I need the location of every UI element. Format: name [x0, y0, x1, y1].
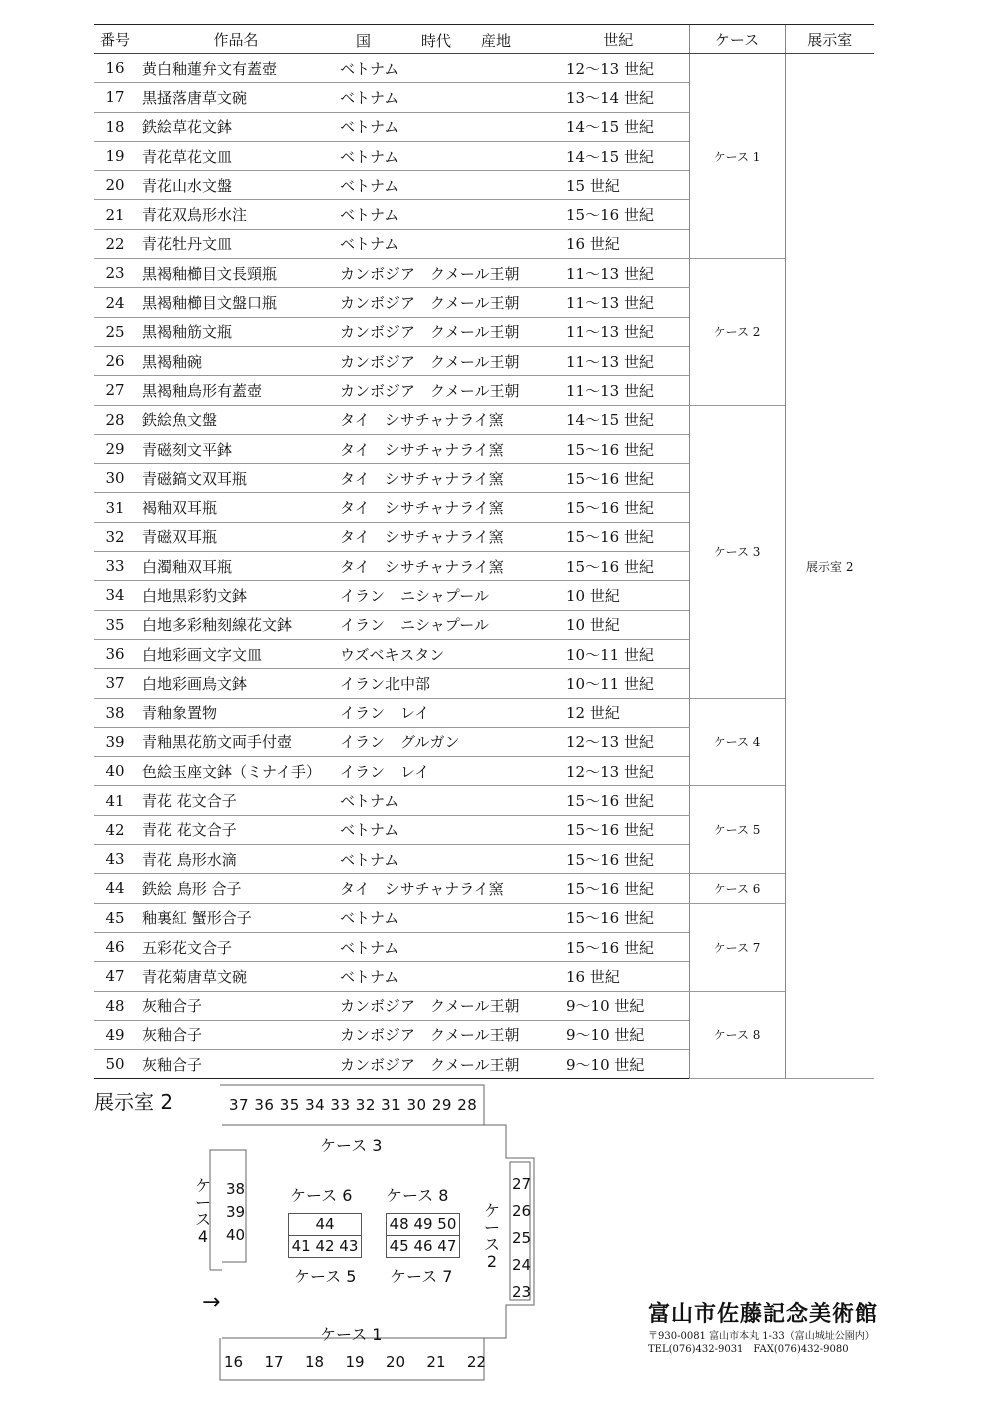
case2-label: ケース2 [483, 1201, 500, 1271]
item-origin: イラン レイ [336, 698, 548, 727]
item-number: 28 [94, 405, 136, 434]
floorplan-item-number: 20 [385, 1353, 406, 1371]
item-century: 15〜16 世紀 [548, 815, 689, 844]
item-century: 15〜16 世紀 [548, 845, 689, 874]
item-century: 9〜10 世紀 [548, 1050, 689, 1079]
item-origin: カンボジア クメール王朝 [336, 317, 548, 346]
item-number: 25 [94, 317, 136, 346]
item-title: 青釉象置物 [136, 698, 336, 727]
item-century: 15〜16 世紀 [548, 200, 689, 229]
item-number: 42 [94, 815, 136, 844]
case7-items: 45 46 47 [387, 1235, 459, 1257]
item-origin: タイ シサチャナライ窯 [336, 493, 548, 522]
item-century: 16 世紀 [548, 229, 689, 258]
item-century: 10〜11 世紀 [548, 669, 689, 698]
item-century: 11〜13 世紀 [548, 346, 689, 375]
floorplan-title: 展示室 2 [94, 1090, 174, 1114]
item-number: 48 [94, 991, 136, 1020]
item-century: 14〜15 世紀 [548, 112, 689, 141]
case3-label: ケース 3 [320, 1136, 383, 1155]
item-origin: イラン グルガン [336, 727, 548, 756]
case1-numbers [224, 1353, 486, 1371]
floorplan-item-number: 25 [512, 1229, 532, 1247]
item-title: 白地彩画鳥文鉢 [136, 669, 336, 698]
item-origin: タイ シサチャナライ窯 [336, 464, 548, 493]
item-century: 14〜15 世紀 [548, 405, 689, 434]
item-century: 12〜13 世紀 [548, 54, 689, 83]
item-number: 31 [94, 493, 136, 522]
case8-case7-display [386, 1213, 460, 1258]
item-number: 24 [94, 288, 136, 317]
museum-name: 富山市佐藤記念美術館 [648, 1301, 879, 1327]
item-title: 白地多彩釉刻線花文鉢 [136, 610, 336, 639]
case8-items: 48 49 50 [389, 1215, 457, 1233]
item-origin: ベトナム [336, 815, 548, 844]
item-number: 44 [94, 874, 136, 903]
item-origin: ベトナム [336, 200, 548, 229]
item-title: 黒褐釉筋文瓶 [136, 317, 336, 346]
item-number: 36 [94, 639, 136, 668]
item-century: 13〜14 世紀 [548, 83, 689, 112]
item-number: 50 [94, 1050, 136, 1079]
case6-label: ケース 6 [290, 1186, 353, 1205]
item-number: 38 [94, 698, 136, 727]
header-century: 世紀 [548, 25, 689, 54]
item-title: 黒褐釉櫛目文長頸瓶 [136, 259, 336, 288]
item-number: 19 [94, 141, 136, 170]
item-title: 青花菊唐草文碗 [136, 962, 336, 991]
item-origin: ベトナム [336, 932, 548, 961]
item-number: 40 [94, 757, 136, 786]
item-century: 10 世紀 [548, 610, 689, 639]
header-title: 作品名 [136, 25, 336, 54]
case-cell: ケース 2 [689, 259, 785, 405]
case-cell: ケース 4 [689, 698, 785, 786]
floorplan-item-number: 39 [226, 1203, 246, 1221]
case-cell: ケース 7 [689, 903, 785, 991]
item-origin: カンボジア クメール王朝 [336, 288, 548, 317]
room-cell: 展示室 2 [785, 54, 874, 1079]
item-origin: ベトナム [336, 229, 548, 258]
item-origin: ベトナム [336, 171, 548, 200]
header-period: 時代 [421, 32, 452, 50]
item-title: 鉄絵魚文盤 [136, 405, 336, 434]
item-title: 黄白釉蓮弁文有蓋壺 [136, 54, 336, 83]
item-century: 11〜13 世紀 [548, 317, 689, 346]
item-century: 15〜16 世紀 [548, 903, 689, 932]
item-century: 15〜16 世紀 [548, 874, 689, 903]
floorplan-item-number: 40 [226, 1226, 246, 1244]
item-number: 46 [94, 932, 136, 961]
item-number: 34 [94, 581, 136, 610]
floorplan-item-number: 24 [512, 1256, 532, 1274]
item-origin: ベトナム [336, 112, 548, 141]
item-origin: ベトナム [336, 141, 548, 170]
item-title: 青釉黒花筋文両手付壺 [136, 727, 336, 756]
item-origin: カンボジア クメール王朝 [336, 346, 548, 375]
case6-items: 44 [315, 1215, 335, 1233]
item-title: 青花双鳥形水注 [136, 200, 336, 229]
item-origin: ウズベキスタン [336, 639, 548, 668]
case-cell: ケース 1 [689, 54, 785, 259]
item-century: 12〜13 世紀 [548, 727, 689, 756]
header-number: 番号 [94, 25, 136, 54]
case7-label: ケース 7 [390, 1267, 453, 1286]
item-century: 15〜16 世紀 [548, 434, 689, 463]
item-number: 45 [94, 903, 136, 932]
item-number: 21 [94, 200, 136, 229]
item-number: 30 [94, 464, 136, 493]
item-century: 11〜13 世紀 [548, 288, 689, 317]
item-title: 青花 花文合子 [136, 786, 336, 815]
case8-label: ケース 8 [386, 1186, 449, 1205]
item-number: 33 [94, 552, 136, 581]
item-title: 黒褐釉碗 [136, 346, 336, 375]
item-origin: タイ シサチャナライ窯 [336, 434, 548, 463]
item-origin: タイ シサチャナライ窯 [336, 405, 548, 434]
item-number: 35 [94, 610, 136, 639]
item-title: 青花山水文盤 [136, 171, 336, 200]
item-century: 16 世紀 [548, 962, 689, 991]
floorplan-item-number: 17 [264, 1353, 284, 1371]
item-number: 47 [94, 962, 136, 991]
item-title: 青磁刻文平鉢 [136, 434, 336, 463]
item-title: 黒搔落唐草文碗 [136, 83, 336, 112]
item-century: 15〜16 世紀 [548, 522, 689, 551]
item-origin: ベトナム [336, 54, 548, 83]
item-number: 39 [94, 727, 136, 756]
item-number: 23 [94, 259, 136, 288]
museum-contact: TEL(076)432-9031 FAX(076)432-9080 [648, 1344, 849, 1355]
item-title: 褐釉双耳瓶 [136, 493, 336, 522]
item-number: 18 [94, 112, 136, 141]
item-century: 12 世紀 [548, 698, 689, 727]
item-century: 15 世紀 [548, 171, 689, 200]
header-country: 国 [356, 32, 372, 50]
item-title: 鉄絵草花文鉢 [136, 112, 336, 141]
item-century: 15〜16 世紀 [548, 786, 689, 815]
item-title: 黒褐釉櫛目文盤口瓶 [136, 288, 336, 317]
item-title: 白濁釉双耳瓶 [136, 552, 336, 581]
case-cell: ケース 8 [689, 991, 785, 1079]
item-origin: ベトナム [336, 962, 548, 991]
item-title: 青花 鳥形水滴 [136, 845, 336, 874]
item-title: 青花草花文皿 [136, 141, 336, 170]
item-century: 10〜11 世紀 [548, 639, 689, 668]
item-origin: タイ シサチャナライ窯 [336, 874, 548, 903]
item-title: 青磁鎬文双耳瓶 [136, 464, 336, 493]
case5-items: 41 42 43 [289, 1235, 361, 1257]
item-century: 9〜10 世紀 [548, 991, 689, 1020]
item-title: 釉裏紅 蟹形合子 [136, 903, 336, 932]
case4-label: ケース4 [194, 1176, 211, 1246]
item-origin: タイ シサチャナライ窯 [336, 522, 548, 551]
item-number: 29 [94, 434, 136, 463]
item-title: 黒褐釉鳥形有蓋壺 [136, 376, 336, 405]
item-title: 青磁双耳瓶 [136, 522, 336, 551]
item-origin: イラン ニシャプール [336, 581, 548, 610]
item-number: 27 [94, 376, 136, 405]
item-number: 16 [94, 54, 136, 83]
case6-case5-display [288, 1213, 362, 1258]
item-origin: カンボジア クメール王朝 [336, 259, 548, 288]
item-century: 11〜13 世紀 [548, 259, 689, 288]
item-century: 15〜16 世紀 [548, 493, 689, 522]
item-origin: ベトナム [336, 786, 548, 815]
item-origin: ベトナム [336, 903, 548, 932]
item-origin: カンボジア クメール王朝 [336, 1050, 548, 1079]
item-title: 白地彩画文字文皿 [136, 639, 336, 668]
item-number: 37 [94, 669, 136, 698]
item-title: 灰釉合子 [136, 1020, 336, 1049]
item-origin: イラン ニシャプール [336, 610, 548, 639]
item-century: 9〜10 世紀 [548, 1020, 689, 1049]
floorplan-item-number: 18 [304, 1353, 325, 1371]
item-number: 41 [94, 786, 136, 815]
entrance-arrow-icon: → [202, 1290, 221, 1315]
item-number: 49 [94, 1020, 136, 1049]
item-century: 14〜15 世紀 [548, 141, 689, 170]
case-cell: ケース 5 [689, 786, 785, 874]
header-room: 展示室 [785, 25, 874, 54]
item-title: 鉄絵 鳥形 合子 [136, 874, 336, 903]
item-number: 43 [94, 845, 136, 874]
item-century: 15〜16 世紀 [548, 932, 689, 961]
floorplan-item-number: 21 [426, 1353, 446, 1371]
item-origin: イラン レイ [336, 757, 548, 786]
museum-contact-block [648, 1330, 875, 1356]
floorplan-item-number: 23 [512, 1283, 532, 1301]
item-century: 15〜16 世紀 [548, 552, 689, 581]
item-origin: ベトナム [336, 83, 548, 112]
item-title: 青花 花文合子 [136, 815, 336, 844]
item-origin: カンボジア クメール王朝 [336, 991, 548, 1020]
museum-address: 〒930-0081 富山市本丸 1-33（富山城址公園内） [648, 1331, 875, 1342]
item-number: 22 [94, 229, 136, 258]
floorplan-item-number: 27 [512, 1175, 532, 1193]
item-origin: タイ シサチャナライ窯 [336, 552, 548, 581]
item-title: 白地黒彩豹文鉢 [136, 581, 336, 610]
case2-numbers [512, 1171, 531, 1306]
item-origin: イラン北中部 [336, 669, 548, 698]
case1-label: ケース 1 [320, 1325, 383, 1344]
header-case: ケース [689, 25, 785, 54]
item-title: 五彩花文合子 [136, 932, 336, 961]
item-number: 17 [94, 83, 136, 112]
item-origin: カンボジア クメール王朝 [336, 376, 548, 405]
header-origin: 産地 [481, 32, 512, 50]
case4-numbers [226, 1178, 245, 1247]
item-number: 20 [94, 171, 136, 200]
case-cell: ケース 6 [689, 874, 785, 903]
item-title: 灰釉合子 [136, 991, 336, 1020]
item-origin: カンボジア クメール王朝 [336, 1020, 548, 1049]
item-title: 青花牡丹文皿 [136, 229, 336, 258]
item-title: 灰釉合子 [136, 1050, 336, 1079]
item-century: 10 世紀 [548, 581, 689, 610]
item-century: 11〜13 世紀 [548, 376, 689, 405]
case3-numbers: 37 36 35 34 33 32 31 30 29 28 [229, 1096, 478, 1114]
item-century: 15〜16 世紀 [548, 464, 689, 493]
item-number: 32 [94, 522, 136, 551]
item-number: 26 [94, 346, 136, 375]
item-title: 色絵玉座文鉢（ミナイ手） [136, 757, 336, 786]
case-cell: ケース 3 [689, 405, 785, 698]
item-century: 12〜13 世紀 [548, 757, 689, 786]
floorplan-item-number: 22 [466, 1353, 486, 1371]
item-origin: ベトナム [336, 845, 548, 874]
case5-label: ケース 5 [294, 1267, 357, 1286]
floorplan-item-number: 26 [512, 1202, 532, 1220]
floorplan-item-number: 16 [224, 1353, 244, 1371]
floorplan-item-number: 38 [226, 1180, 246, 1198]
floorplan-item-number: 19 [345, 1353, 365, 1371]
